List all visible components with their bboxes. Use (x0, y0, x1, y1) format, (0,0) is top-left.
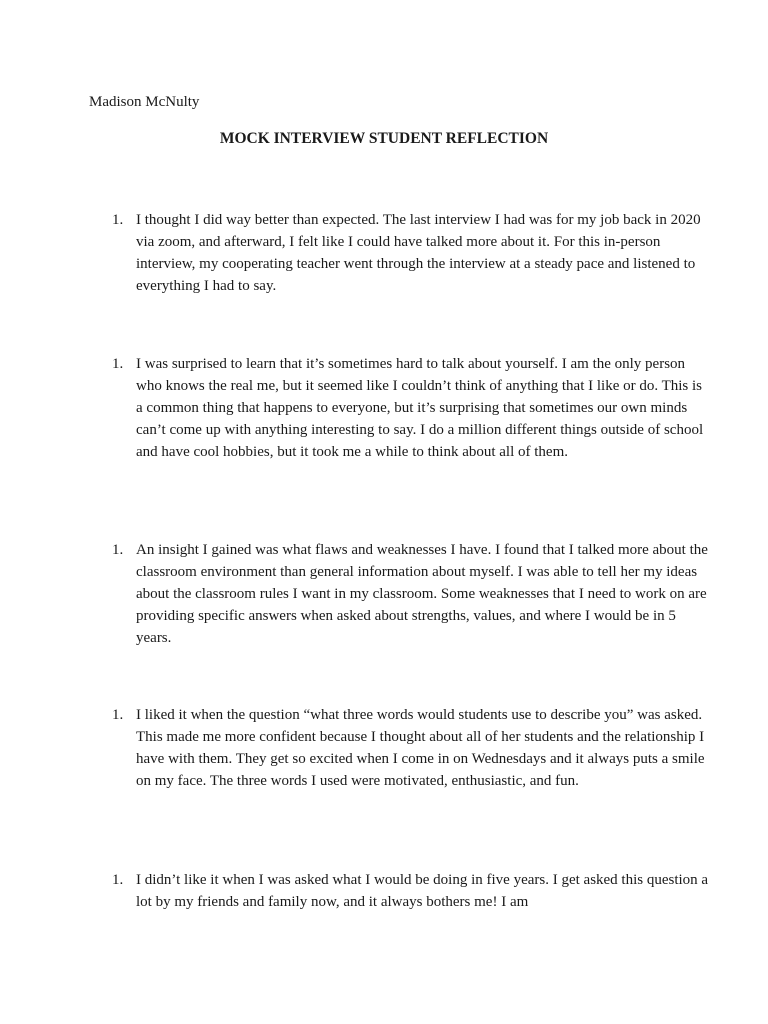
list-item (112, 869, 712, 913)
list-item (112, 539, 712, 649)
list-item-number: 1. (112, 212, 124, 228)
list-item-text: I was surprised to learn that it’s sometimes hard to talk about yourself. I am the only person who knows the real me, but it seemed like I couldn’t think of anything that I like or do. This is a common thing that happens to everyone, but it’s surprising that sometimes our own minds can’t come up with anything interesting to say. I do a million different things outside of school and have cool hobbies, but it took me a while to think about all of them. (136, 356, 704, 460)
list-item-number: 1. (112, 872, 124, 888)
list-item-number: 1. (112, 356, 124, 372)
list-item (112, 209, 712, 297)
list-item-number: 1. (112, 542, 124, 558)
document-title: MOCK INTERVIEW STUDENT REFLECTION (219, 130, 549, 147)
list-item-text: I didn’t like it when I was asked what I would be doing in five years. I get asked this question a lot by my friends and family now, and it always bothers me! I am (136, 872, 709, 910)
list-item (112, 353, 712, 463)
list-item-number: 1. (112, 707, 124, 723)
list-item-text: An insight I gained was what flaws and weaknesses I have. I found that I talked more about the classroom environment than general information about myself. I was able to tell her my ideas about the classroom rules I want in my classroom. Some weaknesses that I need to work on are providing specific answers when asked about strengths, values, and where I would be in 5 years. (136, 542, 708, 646)
list-item-text: I liked it when the question “what three words would students use to describe you” was asked. This made me more confident because I thought about all of her students and the relationship I have with them. They get so excited when I come in on Wednesdays and it always puts a smile on my face. The three words I used were motivated, enthusiastic, and fun. (136, 707, 705, 789)
list-item (112, 704, 712, 792)
author-name: Madison McNulty (89, 94, 200, 110)
list-item-text: I thought I did way better than expected. The last interview I had was for my job back in 2020 via zoom, and afterward, I felt like I could have talked more about it. For this in-person interview, my cooperating teacher went through the interview at a steady pace and listened to everything I had to say. (136, 212, 701, 294)
